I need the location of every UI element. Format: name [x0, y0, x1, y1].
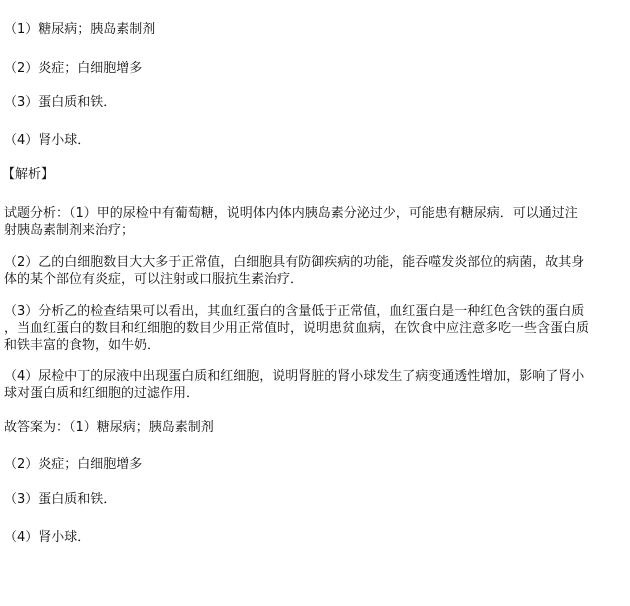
analysis-p3-line-2: ，当血红蛋白的数目和红细胞的数目少用正常值时，说明患贫血病，在饮食中应注意多吃一些含蛋白质	[4, 321, 590, 336]
analysis-paragraph-1	[4, 205, 626, 239]
final-answer-3: （3）蛋白质和铁．	[4, 492, 117, 507]
analysis-p4-line-1: （4）尿检中丁的尿液中出现蛋白质和红细胞，说明肾脏的肾小球发生了病变通透性增加，影响了肾小	[4, 369, 585, 384]
analysis-p2-line-1: （2）乙的白细胞数目大大多于正常值，白细胞具有防御疾病的功能，能吞噬发炎部位的病菌，故其身	[4, 255, 585, 270]
answer-3: （3）蛋白质和铁．	[4, 95, 117, 110]
analysis-paragraph-3	[4, 303, 626, 354]
answer-2: （2）炎症；白细胞增多	[4, 61, 143, 76]
conclusion-intro: 故答案为：（1）糖尿病；胰岛素制剂	[4, 420, 214, 435]
analysis-p3-line-1: （3）分析乙的检查结果可以看出，其血红蛋白的含量低于正常值，血红蛋白是一种红色含铁的蛋白质	[4, 304, 585, 319]
answer-4: （4）肾小球．	[4, 133, 91, 148]
final-answer-4: （4）肾小球．	[4, 530, 91, 545]
analysis-p3-line-3: 和铁丰富的食物，如牛奶．	[4, 338, 161, 353]
analysis-heading: 【解析】	[2, 167, 55, 182]
final-answer-2: （2）炎症；白细胞增多	[4, 457, 143, 472]
analysis-paragraph-2	[4, 254, 626, 288]
analysis-p4-line-2: 球对蛋白质和红细胞的过滤作用．	[4, 386, 200, 401]
analysis-p2-line-2: 体的某个部位有炎症，可以注射或口服抗生素治疗．	[4, 272, 304, 287]
analysis-paragraph-4	[4, 368, 626, 402]
analysis-p1-line-2: 射胰岛素制剂来治疗；	[4, 223, 135, 238]
answer-1: （1）糖尿病；胰岛素制剂	[4, 22, 156, 37]
analysis-p1-line-1: 试题分析：（1）甲的尿检中有葡萄糖，说明体内体内胰岛素分泌过少，可能患有糖尿病．可以通过注	[4, 206, 578, 221]
